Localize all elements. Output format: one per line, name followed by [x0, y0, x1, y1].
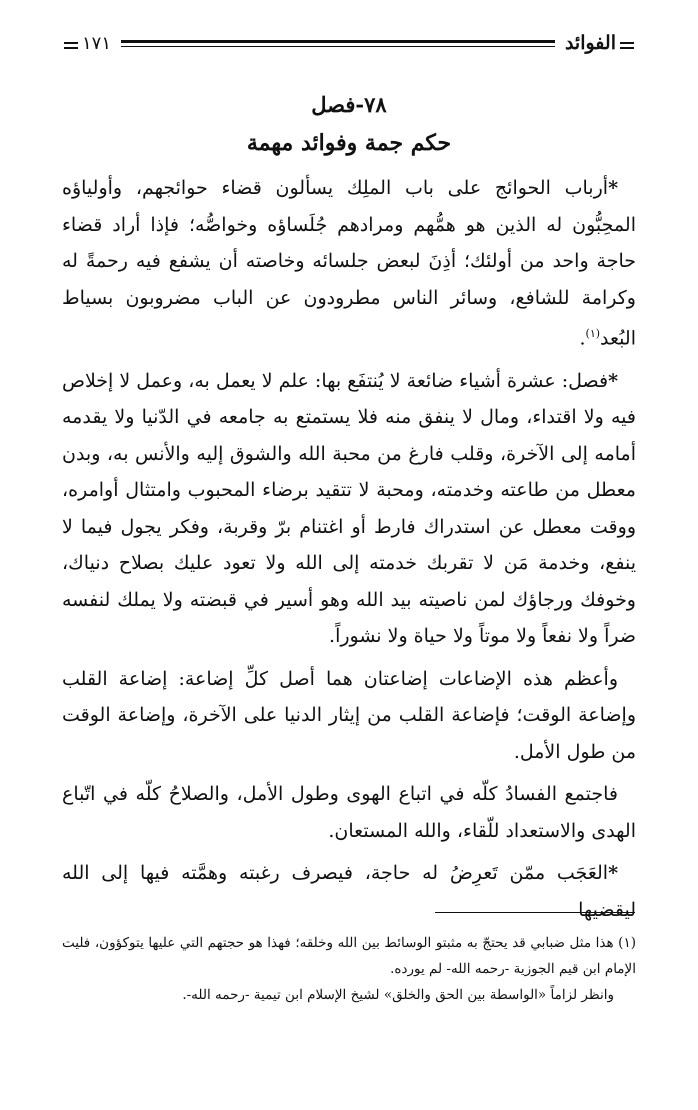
- footnote-continuation: وانظر لزاماً «الواسطة بين الحق والخلق» لشيخ الإسلام ابن تيمية -رحمه الله-.: [182, 987, 614, 1003]
- paragraph: *فصل: عشرة أشياء ضائعة لا يُنتفَع بها: علم لا يعمل به، وعمل لا إخلاص فيه ولا اقتداء، ومال لا ينفق منه فلا يستمتع به جامعه في الدّنيا ولا يقدمه أمامه إلى الآخرة، وقلب فارغ من محبة الله والشوق إليه والأنس به، وبدن معطل من طاعته وخدمته، ومحبة لا تتقيد برضاء المحبوب وامتثال أوامره، ووقت معطل عن استدراك فارط أو اغتنام برّ وقربة، وفكر يجول فيما لا ينفع، وخدمة مَن لا تقربك خدمته إلى الله ولا تعود عليك بصلاح دنياك، وخوفك ورجاؤك لمن ناصيته بيد الله وهو أسير في قبضته ولا يملك لنفسه ضراً ولا نفعاً ولا موتاً ولا حياة ولا نشوراً.: [62, 369, 636, 648]
- header-ornament: [620, 42, 634, 49]
- section-title: حكم جمة وفوائد مهمة: [246, 130, 452, 156]
- paragraph: فاجتمع الفسادُ كلّه في اتباع الهوى وطول الأمل، والصلاحُ كلّه في اتّباع الهدى والاستعداد للّقاء، والله المستعان.: [62, 783, 636, 842]
- book-title: الفوائد: [565, 32, 638, 54]
- main-text: [62, 170, 636, 934]
- page-number: ١٧١: [60, 33, 111, 54]
- footnotes: [62, 930, 636, 1008]
- paragraph: وأعظم هذه الإضاعات إضاعتان هما أصل كلِّ إضاعة: إضاعة القلب وإضاعة الوقت؛ فإضاعة القلب من إيثار الدنيا على الآخرة، وإضاعة الوقت من طول الأمل.: [62, 667, 636, 763]
- star-marker: *: [608, 369, 619, 392]
- footnote: (١) هذا مثل ضبابي قد يحتجّ به مثبتو الوسائط بين الله وخلقه؛ فهذا هو حجتهم التي عليها يتوكؤون، فليت الإمام ابن قيم الجوزية -رحمه الله- لم يورده.: [62, 935, 636, 977]
- header-rule: [121, 40, 555, 47]
- running-header: [60, 30, 638, 56]
- star-marker: *: [608, 177, 618, 199]
- footnote-ref[interactable]: (١): [585, 327, 601, 340]
- footnote-separator: [435, 912, 635, 913]
- header-ornament: [64, 42, 78, 49]
- section-number: ٧٨-فصل: [311, 92, 387, 117]
- star-marker: *: [608, 862, 618, 885]
- paragraph: *العَجَب ممّن تَعرِضُ له حاجة، فيصرف رغبته وهمَّته فيها إلى الله ليقضيها: [62, 862, 636, 921]
- paragraph: *أرباب الحوائج على باب الملِك يسألون قضاء حوائجهم، وأولياؤه المحِبُّون له الذين هو همُّهم ومرادهم جُلَساؤه وخواصُّه؛ فإذا أراد قضاء حاجة واحد من أولئك؛ أذِنَ لبعض جلسائه وخاصته أن يشفع فيه رحمةً له وكرامة للشافع، وسائر الناس مطرودون عن الباب مضروبون بسياط البُعد$^{(١)}$.: [62, 177, 636, 350]
